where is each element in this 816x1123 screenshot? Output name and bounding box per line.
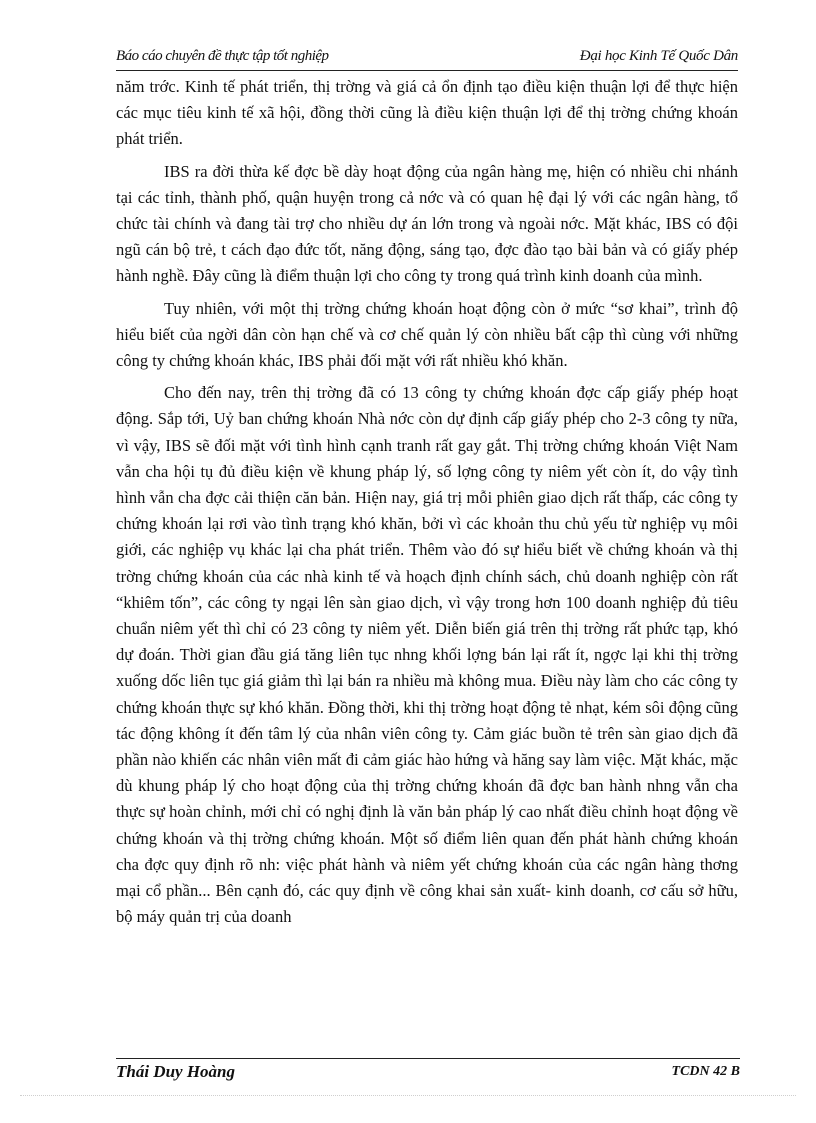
paragraph: Cho đến nay, trên thị trờng đã có 13 công ty chứng khoán đợc cấp giấy phép hoạt động. Sắp tới, Uỷ ban chứng khoán Nhà nớc còn dự định cấp giấy phép cho 2-3 công ty nữa, vì vậy, IBS sẽ đối mặt với tình hình cạnh tranh rất gay gắt. Thị trờng chứng khoán Việt Nam vẫn cha hội tụ đủ điều kiện về khung pháp lý, số lợng công ty niêm yết còn ít, do vậy tình hình vẫn cha đợc cải thiện căn bản. Hiện nay, giá trị mỗi phiên giao dịch rất thấp, các công ty chứng khoán lại rơi vào tình trạng khó khăn, bởi vì các khoản thu chủ yếu từ nghiệp vụ môi giới, các nghiệp vụ khác lại cha phát triển. Thêm vào đó sự hiểu biết về chứng khoán và thị trờng chứng khoán của các nhà kinh tế và hoạch định chính sách, chủ doanh nghiệp còn rất “khiêm tốn”, các công ty ngại lên sàn giao dịch, vì vậy trong hơn 100 doanh nghiệp đủ tiêu chuẩn niêm yết thì chỉ có 23 công ty niêm yết. Diễn biến giá trên thị trờng rất phức tạp, khó dự đoán. Thời gian đầu giá tăng liên tục nhng khối lợng bán lại rất ít, ngợc lại khi thị trờng xuống dốc liên tục giá giảm thì lại bán ra nhiều mà không mua. Điều này làm cho các công ty chứng khoán thực sự khó khăn. Đồng thời, khi thị trờng hoạt động tẻ nhạt, kém sôi động cũng tác động không ít đến tâm lý của nhân viên công ty. Cảm giác buồn tẻ trên sàn giao dịch đã phần nào khiến các nhân viên mất đi cảm giác hào hứng và hăng say làm việc. Mặt khác, mặc dù khung pháp lý cho hoạt động của thị trờng chứng khoán đã đợc ban hành nhng vẫn cha thực sự hoàn chỉnh, mới chỉ có nghị định là văn bản pháp lý cao nhất điều chỉnh hoạt động về chứng khoán và thị trờng chứng khoán. Một số điểm liên quan đến phát hành chứng khoán cha đợc quy định rõ nh: việc phát hành và niêm yết chứng khoán của các ngân hàng thơng mại cổ phần... Bên cạnh đó, các quy định về công khai sản xuất- kinh doanh, cơ cấu sở hữu, bộ máy quản trị của doanh bbox=[116, 383, 738, 927]
page-footer bbox=[116, 1062, 740, 1082]
footer-author: Thái Duy Hoàng bbox=[116, 1062, 236, 1081]
page-break-marker bbox=[20, 1095, 796, 1096]
paragraph: IBS ra đời thừa kế đợc bề dày hoạt động của ngân hàng mẹ, hiện có nhiều chi nhánh tại các tỉnh, thành phố, quận huyện trong cả nớc và có quan hệ đại lý với các ngân hàng, tổ chức tài chính và đang tài trợ cho nhiều dự án lớn trong và ngoài nớc. Mặt khác, IBS có đội ngũ cán bộ trẻ, t cách đạo đức tốt, năng động, sáng tạo, đợc đào tạo bài bản và có giấy phép hành nghề. Đây cũng là điểm thuận lợi cho công ty trong quá trình kinh doanh của mình. bbox=[116, 161, 738, 286]
footer-class: TCDN 42 B bbox=[671, 1064, 740, 1079]
header-university: Đại học Kinh Tế Quốc Dân bbox=[579, 48, 738, 64]
paragraph: năm trớc. Kinh tế phát triển, thị trờng và giá cả ổn định tạo điều kiện thuận lợi để thực hiện các mục tiêu kinh tế xã hội, đồng thời cũng là điều kiện thuận lợi để thị trờng chứng khoán phát triển. bbox=[116, 77, 738, 149]
body-text bbox=[116, 74, 738, 931]
page-header bbox=[116, 46, 738, 71]
paragraph: Tuy nhiên, với một thị trờng chứng khoán hoạt động còn ở mức “sơ khai”, trình độ hiểu biết của ngời dân còn hạn chế và cơ chế quản lý còn nhiều bất cập thì cùng với những công ty chứng khoán khác, IBS phải đối mặt với rất nhiều khó khăn. bbox=[116, 298, 738, 371]
header-report-title: Báo cáo chuyên đề thực tập tốt nghiệp bbox=[116, 48, 329, 64]
footer-divider bbox=[116, 1058, 740, 1059]
